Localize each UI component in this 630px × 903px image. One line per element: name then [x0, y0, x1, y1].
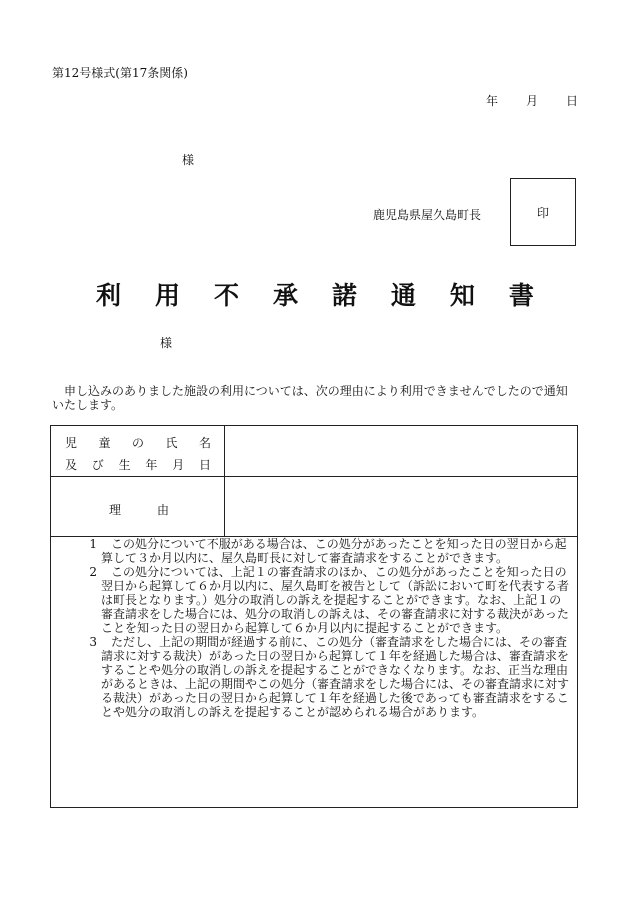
- label-char: 及: [65, 458, 78, 472]
- note-number: 1: [89, 537, 97, 551]
- form-number: 第12号様式(第17条関係): [52, 66, 188, 80]
- label-char: 名: [198, 436, 211, 450]
- seal-box: [510, 178, 576, 246]
- label-char: び: [91, 458, 104, 472]
- note-number: 2: [89, 565, 97, 579]
- label-char: 氏: [165, 436, 178, 450]
- title-char: 利: [96, 281, 122, 310]
- title-char: 書: [508, 281, 534, 310]
- note-item: [73, 537, 573, 565]
- label-char: の: [131, 436, 144, 450]
- date-line: [486, 92, 578, 109]
- note-body: ただし、上記の期間が経過する前に、この処分（審査請求をした場合には、その審査請求に対する裁決）があった日の翌日から起算して１年を経過した場合は、審査請求をすることや処分の取消しの訴えを提起することができなくなります。なお、正当な理由があるときは、上記の期間やこの処分（審査請求をした場合には、その審査請求に対する裁決）があった日の翌日から起算して１年を経過した後であっても審査請求をすることや処分の取消しの訴えを提起することが認められる場合があります。: [101, 635, 570, 719]
- note-body: この処分について不服がある場合は、この処分があったことを知った日の翌日から起算して３か月以内に、屋久島町長に対して審査請求をすることができます。: [101, 537, 567, 565]
- note-item: [73, 635, 573, 719]
- note-item: [73, 565, 573, 635]
- label-char: 月: [172, 458, 185, 472]
- intro-paragraph: 申し込みのありました施設の利用については、次の理由により利用できませんでしたので通知いたします。: [52, 384, 568, 412]
- issuer-name: 鹿児島県屋久島町長: [373, 208, 482, 222]
- label-char: 由: [156, 503, 169, 517]
- note-text: [101, 635, 573, 719]
- appeal-notes: [73, 537, 573, 719]
- column-divider: [224, 426, 225, 536]
- title-char: 承: [272, 281, 298, 310]
- date-month-label: 月: [525, 94, 538, 108]
- notice-table: [50, 425, 578, 808]
- title-char: 通: [390, 281, 416, 310]
- label-char: 児: [65, 436, 78, 450]
- document-title: [96, 276, 534, 312]
- note-number: 3: [89, 635, 97, 649]
- title-char: 用: [154, 281, 180, 310]
- note-body: この処分については、上記１の審査請求のほか、この処分があったことを知った日の翌日から起算して６か月以内に、屋久島町を被告として（訴訟において町を代表する者は町長となります。）処分の取消しの訴えを提起することができます。なお、上記１の審査請求をした場合には、処分の取消しの訴えは、その審査請求に対する裁決があったことを知った日の翌日から起算して６か月以内に提起することができます。: [101, 565, 570, 635]
- label-reason: [109, 501, 169, 518]
- recipient-suffix: 様: [160, 336, 173, 350]
- label-char: 日: [198, 458, 211, 472]
- label-birth-date: [65, 456, 211, 473]
- label-child-name: [65, 434, 211, 451]
- label-char: 生: [118, 458, 131, 472]
- title-char: 諾: [331, 281, 357, 310]
- seal-label: 印: [536, 205, 549, 220]
- label-char: 童: [98, 436, 111, 450]
- title-char: 不: [213, 281, 239, 310]
- addressee-suffix: 様: [182, 153, 195, 167]
- date-day-label: 日: [565, 94, 578, 108]
- row-divider: [51, 476, 577, 477]
- label-char: 理: [109, 503, 122, 517]
- note-text: [101, 565, 573, 635]
- title-char: 知: [449, 281, 475, 310]
- note-text: [101, 537, 573, 565]
- label-char: 年: [145, 458, 158, 472]
- date-year-label: 年: [486, 94, 499, 108]
